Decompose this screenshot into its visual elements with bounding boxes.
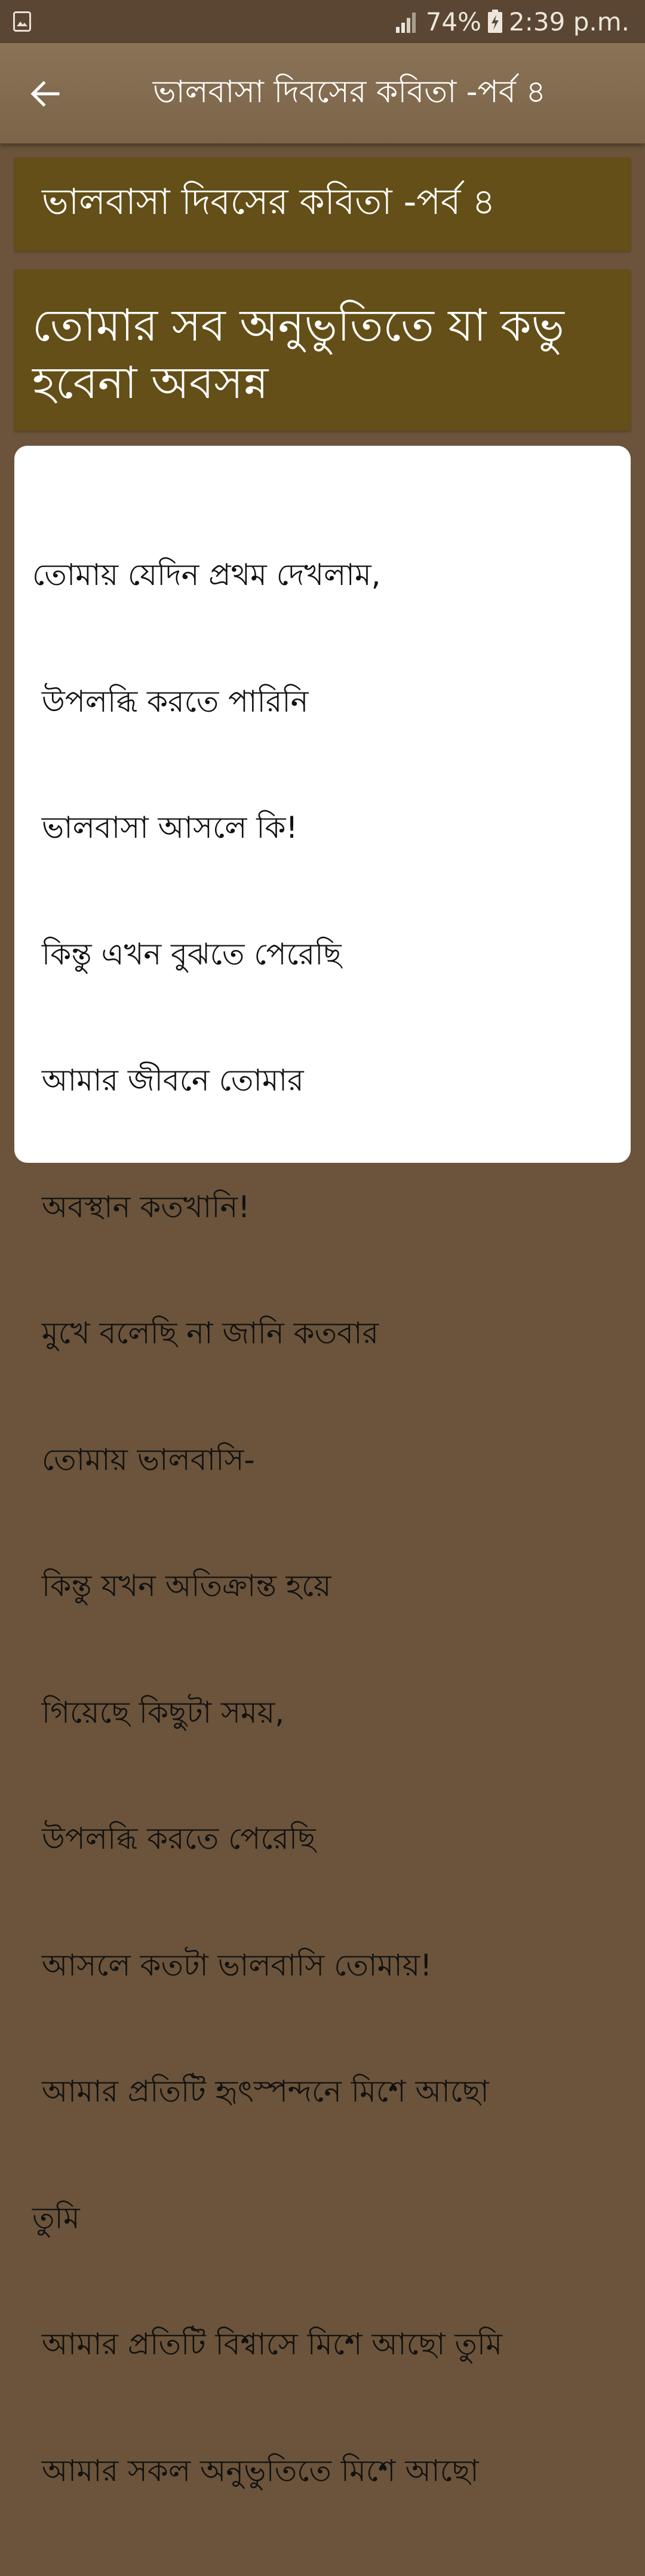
poem-line: তোমায় যেদিন প্রথম দেখলাম, xyxy=(32,558,381,592)
poem-title: তোমার সব অনুভুতিতে যা কভু হবেনা অবসন্ন xyxy=(32,300,564,409)
back-button[interactable] xyxy=(24,73,66,115)
battery-percent: 74% xyxy=(425,7,482,36)
poem-line: উপলব্ধি করতে পেরেছি xyxy=(32,1821,316,1856)
image-icon xyxy=(13,11,31,32)
poem-line: ভালবাসা আসলে কি! xyxy=(32,810,298,845)
arrow-left-icon xyxy=(28,77,62,111)
app-bar xyxy=(0,43,645,143)
poem-line: কিন্তু এখন বুঝতে পেরেছি xyxy=(32,936,342,972)
signal-icon xyxy=(395,9,420,34)
poem-line: আমার প্রতিটি হৃৎস্পন্দনে মিশে আছো xyxy=(32,2074,489,2109)
poem-line: মুখে বলেছি না জানি কতবার xyxy=(32,1316,379,1350)
poem-title-box xyxy=(14,269,631,431)
poem-line: আমার সকল অনুভুতিতে মিশে আছো xyxy=(32,2453,479,2488)
battery-charging-icon xyxy=(487,10,503,33)
poem-line: অবস্থান কতখানি! xyxy=(32,1189,250,1224)
poem-line: আমার জীবনে তোমার xyxy=(32,1063,304,1098)
app-bar-title: ভালবাসা দিবসের কবিতা -পর্ব ৪ xyxy=(152,73,546,110)
status-time: 2:39 p.m. xyxy=(509,7,629,36)
poem-line: তোমায় ভালবাসি- xyxy=(32,1442,255,1477)
poem-line: আসলে কতটা ভালবাসি তোমায়! xyxy=(32,1947,432,1983)
poem-card xyxy=(14,446,631,2488)
section-title: ভালবাসা দিবসের কবিতা -পর্ব ৪ xyxy=(42,181,496,223)
poem-line: তুমি xyxy=(32,2200,80,2235)
poem-line: আমার প্রতিটি বিশ্বাসে মিশে আছো তুমি xyxy=(32,2327,502,2361)
poem-line: উপলব্ধি করতে পারিনি xyxy=(32,684,309,719)
poem-body xyxy=(14,446,631,2576)
status-right-group xyxy=(395,0,629,43)
section-title-box xyxy=(14,158,631,251)
status-bar xyxy=(0,0,645,43)
poem-line: কিন্তু যখন অতিক্রান্ত হয়ে xyxy=(32,1569,331,1603)
poem-line: গিয়েছে কিছুটা সময়, xyxy=(32,1695,285,1730)
